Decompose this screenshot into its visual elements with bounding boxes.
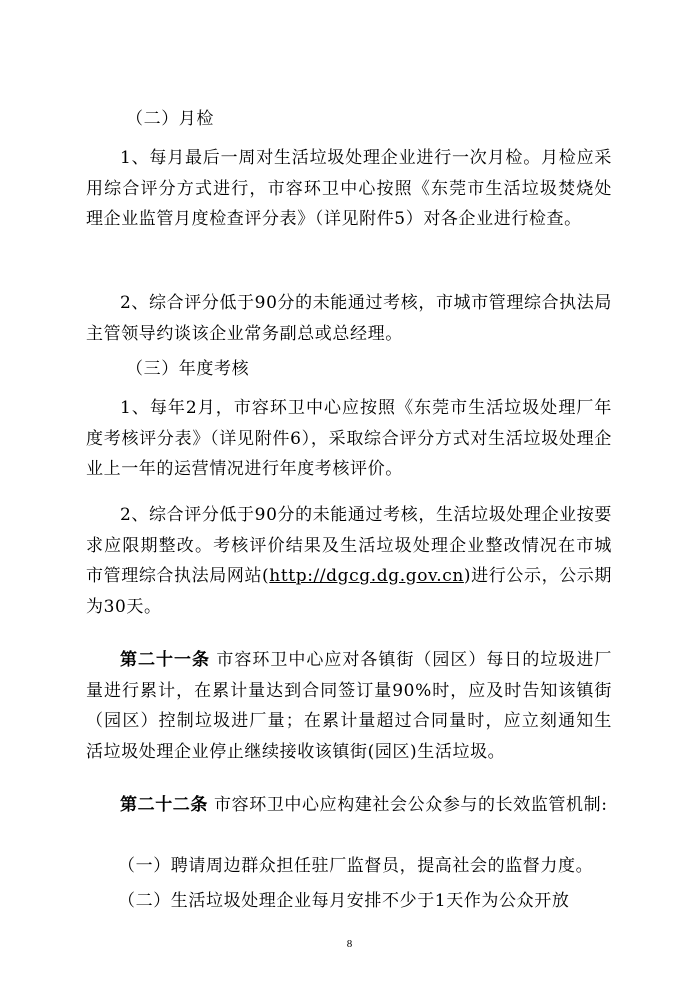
website-link[interactable]: http://dgcg.dg.gov.cn — [269, 566, 464, 586]
article-21 — [86, 645, 612, 767]
paragraph-text: 2、综合评分低于90分的未能通过考核，生活垃圾处理企业按要求应限期整改。考核评价结果及生活垃圾处理企业整改情况在市城市管理综合执法局网站( — [86, 505, 612, 586]
paragraph-text: )进行公示，公示期为30天。 — [86, 566, 612, 617]
paragraph-annual-item-1: 1、每年2月，市容环卫中心应按照《东莞市生活垃圾处理厂年度考核评分表》（详见附件6），采取综合评分方式对生活垃圾处理企业上一年的运营情况进行年度考核评价。 — [86, 398, 612, 479]
article-title: 第二十二条 — [120, 795, 208, 815]
article-22 — [86, 790, 612, 821]
section-heading-annual: （三）年度考核 — [126, 359, 250, 379]
page-number: 8 — [346, 938, 353, 950]
article-22-item-1: （一）聘请周边群众担任驻厂监督员，提高社会的监督力度。 — [118, 856, 594, 876]
paragraph-annual-item-2 — [86, 500, 612, 622]
article-22-item-2: （二）生活垃圾处理企业每月安排不少于1天作为公众开放 — [118, 891, 570, 911]
paragraph-monthly-item-2: 2、综合评分低于90分的未能通过考核，市城市管理综合执法局主管领导约谈该企业常务副总或总经理。 — [86, 293, 612, 344]
paragraph-monthly-item-1: 1、每月最后一周对生活垃圾处理企业进行一次月检。月检应采用综合评分方式进行，市容环卫中心按照《东莞市生活垃圾焚烧处理企业监管月度检查评分表》（详见附件5）对各企业进行检查。 — [86, 148, 612, 229]
article-text: 市容环卫中心应构建社会公众参与的长效监管机制: — [214, 795, 608, 815]
article-text: 市容环卫中心应对各镇街（园区）每日的垃圾进厂量进行累计，在累计量达到合同签订量90%时，应及时告知该镇街（园区）控制垃圾进厂量；在累计量超过合同量时，应立刻通知生活垃圾处理企业停止继续接收该镇街(园区)生活垃圾。 — [86, 650, 612, 762]
article-title: 第二十一条 — [120, 650, 210, 670]
section-heading-monthly: （二）月检 — [126, 109, 214, 129]
